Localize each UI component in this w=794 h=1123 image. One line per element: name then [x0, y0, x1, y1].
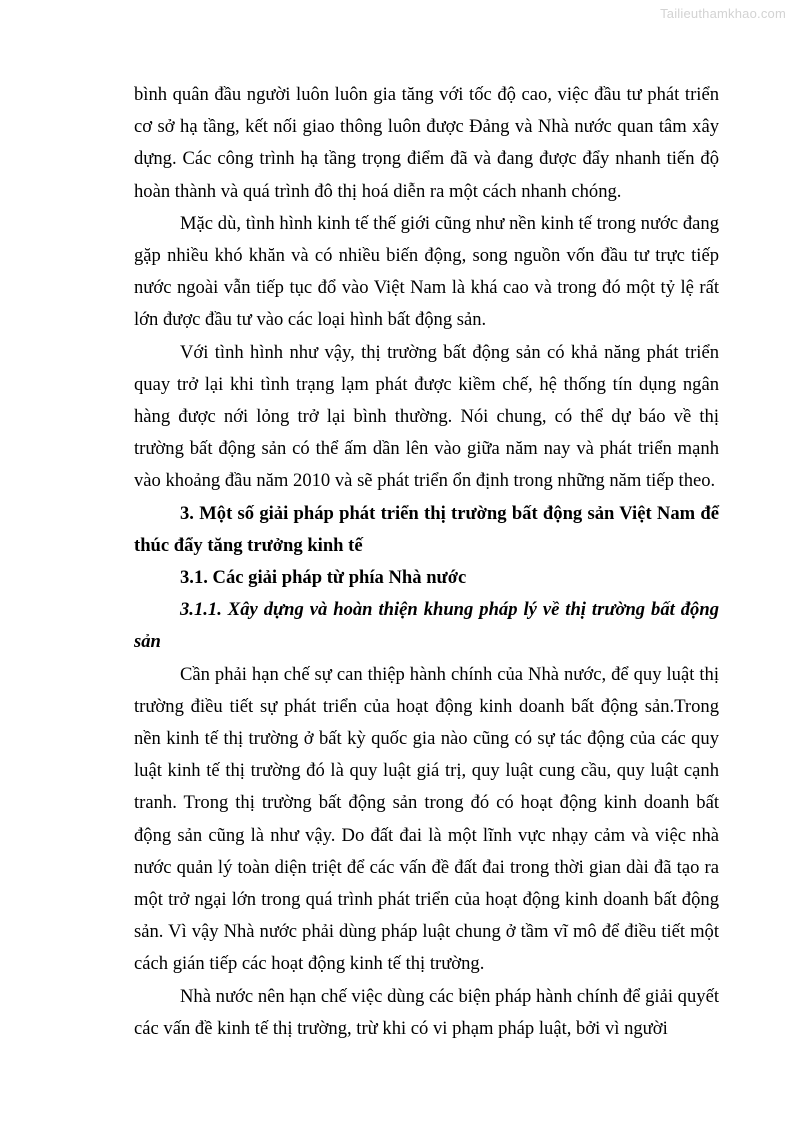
paragraph-economic-context: Mặc dù, tình hình kinh tế thế giới cũng như nền kinh tế trong nước đang gặp nhiều khó khăn và có nhiều biến động, song nguồn vốn đầu tư trực tiếp nước ngoài vẫn tiếp tục đổ vào Việt Nam là khá cao và trong đó một tỷ lệ rất lớn được đầu tư vào các loại hình bất động sản.	[134, 212, 719, 331]
section-heading-3-1-1: 3.1.1. Xây dựng và hoàn thiện khung pháp lý về thị trường bất động sản	[134, 599, 719, 653]
paragraph-market-outlook: Với tình hình như vậy, thị trường bất động sản có khả năng phát triển quay trở lại khi tình trạng lạm phát được kiềm chế, hệ thống tín dụng ngân hàng được nới lỏng trở lại bình thường. Nói chung, có thể dự báo về thị trường bất động sản có thể ấm dần lên vào giữa năm nay và phát triển mạnh vào khoảng đầu năm 2010 và sẽ phát triển ổn định trong những năm tiếp theo.	[134, 341, 719, 492]
section-heading-3-1: 3.1. Các giải pháp từ phía Nhà nước	[180, 567, 467, 589]
section-heading-3: 3. Một số giải pháp phát triển thị trường bất động sản Việt Nam để thúc đẩy tăng trưởng kinh tế	[134, 502, 719, 556]
watermark: Tailieuthamkhao.com	[660, 6, 786, 21]
paragraph-state-intervention: Cần phải hạn chế sự can thiệp hành chính của Nhà nước, để quy luật thị trường điều tiết sự phát triển của hoạt động kinh doanh bất động sản.Trong nền kinh tế thị trường ở bất kỳ quốc gia nào cũng có sự tác động của các quy luật kinh tế thị trường đó là quy luật giá trị, quy luật cung cầu, quy luật cạnh tranh. Trong thị trường bất động sản trong đó có hoạt động kinh doanh bất động sản cũng là như vậy. Do đất đai là một lĩnh vực nhạy cảm và việc nhà nước quản lý toàn diện triệt để các vấn đề đất đai trong thời gian dài đã tạo ra một trở ngại lớn trong quá trình phát triển của hoạt động kinh doanh bất động sản. Vì vậy Nhà nước phải dùng pháp luật chung ở tầm vĩ mô để điều tiết một cách gián tiếp các hoạt động kinh tế thị trường.	[134, 663, 719, 975]
paragraph-administrative-measures: Nhà nước nên hạn chế việc dùng các biện pháp hành chính để giải quyết các vấn đề kinh tế thị trường, trừ khi có vi phạm pháp luật, bởi vì người	[134, 985, 719, 1039]
paragraph-continuation: bình quân đầu người luôn luôn gia tăng với tốc độ cao, việc đầu tư phát triển cơ sở hạ tầng, kết nối giao thông luôn được Đảng và Nhà nước quan tâm xây dựng. Các công trình hạ tầng trọng điểm đã và đang được đẩy nhanh tiến độ hoàn thành và quá trình đô thị hoá diễn ra một cách nhanh chóng.	[134, 84, 719, 202]
document-body	[134, 79, 719, 1045]
